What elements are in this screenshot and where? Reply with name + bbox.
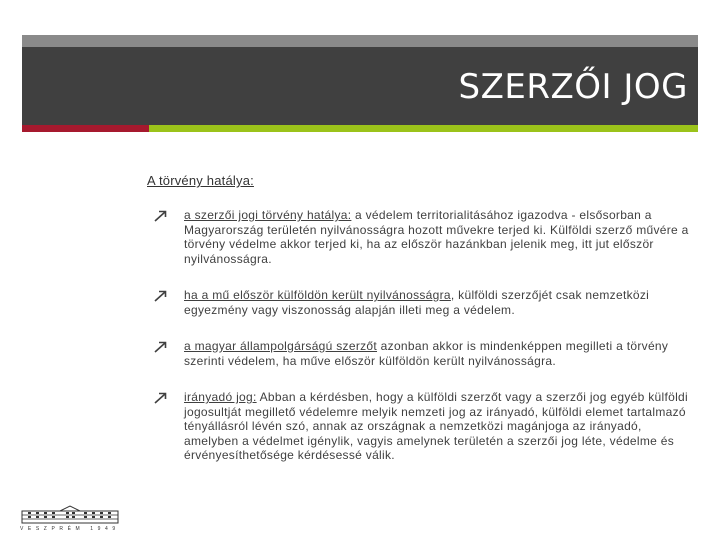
accent-bar: [22, 125, 698, 132]
title-bar: [22, 47, 698, 125]
logo-text: VESZPRÉM 1949: [20, 526, 120, 532]
bullet-rest: azonban akkor is mindenképpen megilleti a törvény szerinti védelem, ha műve először külföldön került nyilvánosságra.: [184, 339, 669, 368]
bullet-text: [184, 208, 696, 266]
bullet-lead: ha a mű először külföldön került nyilvánosságra: [184, 288, 451, 302]
diagonal-arrow-icon: [153, 392, 167, 404]
bullet-lead: a szerzői jogi törvény hatálya:: [184, 208, 352, 222]
slide-title: SZERZŐI JOG: [458, 67, 688, 107]
section-heading: A törvény hatálya:: [147, 173, 254, 188]
top-strip: [22, 35, 698, 47]
bullet-text: [184, 339, 696, 368]
diagonal-arrow-icon: [153, 341, 167, 353]
bullet-text: [184, 390, 696, 463]
bullet-rest: a védelem territorialitásához igazodva - elsősorban a Magyarország területén nyilvánosságra hozott művekre terjed ki. Külföldi szerző művére a törvény védelme akkor terjed ki, ha az először hazánkban jelenik meg, itt jut először nyilvánosságra.: [184, 208, 689, 266]
bullet-lead: irányadó jog:: [184, 390, 257, 404]
university-building-logo-icon: [20, 505, 120, 525]
diagonal-arrow-icon: [153, 210, 167, 222]
bullet-lead: a magyar állampolgárságú szerzőt: [184, 339, 378, 353]
accent-bar-red: [22, 125, 149, 132]
university-logo: [20, 505, 120, 535]
diagonal-arrow-icon: [153, 290, 167, 302]
bullet-text: [184, 288, 696, 317]
bullet-rest: Abban a kérdésben, hogy a külföldi szerzőt vagy a szerzői jog egyéb külföldi jogosultját megillető védelemre melyik nemzeti jog az irányadó, külföldi elemet tartalmazó tényállásról lévén szó, annak az országnak a nemzetközi magánjoga az irányadó, amelyben a védelmet igénylik, vagyis amelynek területén a szerzői jog léte, védelme és érvényesíthetősége kérdésessé válik.: [184, 390, 688, 462]
accent-bar-green: [149, 125, 698, 132]
bullet-rest: , külföldi szerzőjét csak nemzetközi egyezmény vagy viszonosság alapján illeti meg a védelem.: [184, 288, 650, 317]
